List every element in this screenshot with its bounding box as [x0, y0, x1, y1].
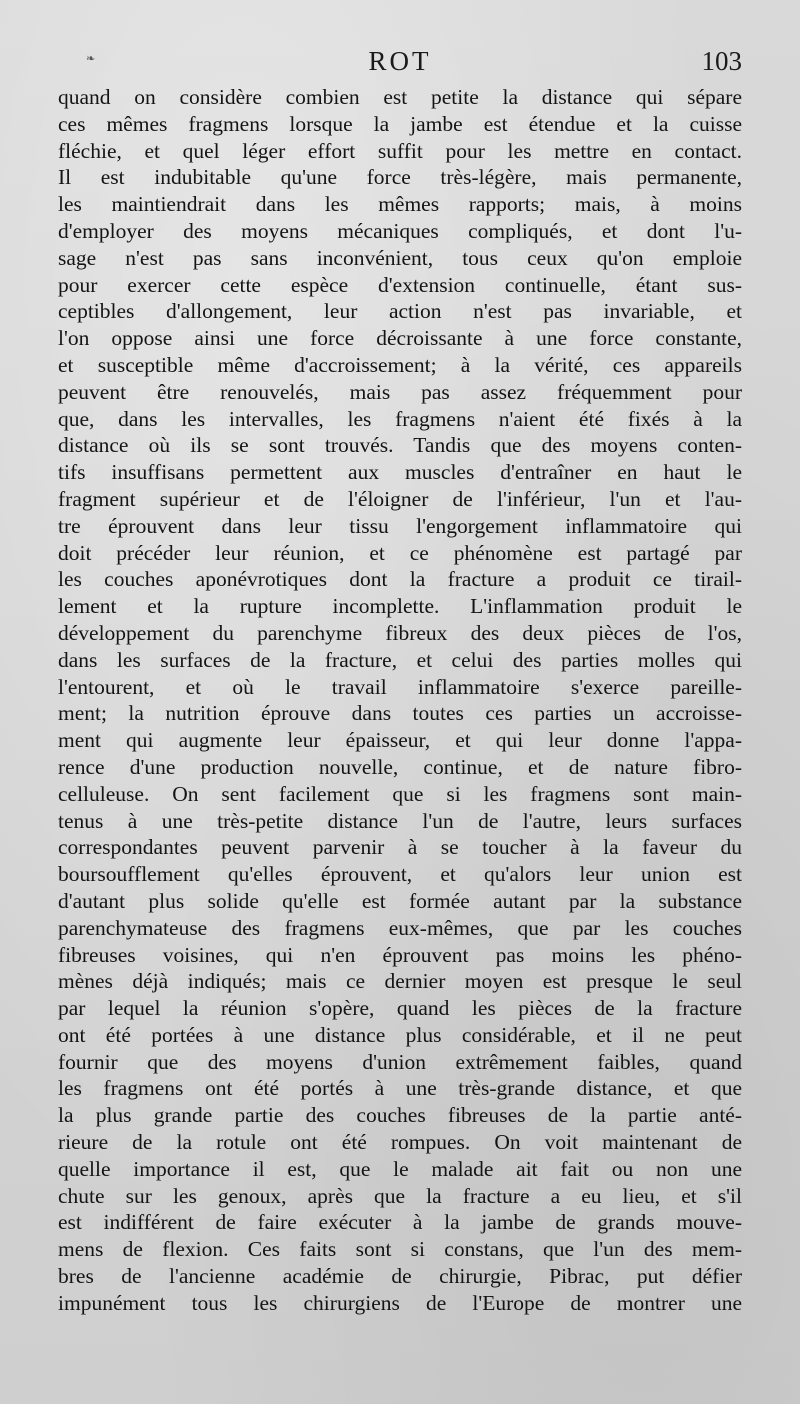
text-line: ces mêmes fragmens lorsque la jambe est étendue et la cuisse	[58, 111, 742, 136]
text-line: développement du parenchyme fibreux des deux pièces de l'os,	[58, 620, 742, 645]
text-line: les maintiendrait dans les mêmes rapports; mais, à moins	[58, 192, 742, 217]
running-head: ROT	[368, 46, 432, 76]
text-line: boursoufflement qu'elles éprouvent, et qu'alors leur union est	[58, 862, 742, 887]
text-line: quelle importance il est, que le malade ait fait ou non une	[58, 1156, 742, 1181]
text-line: peuvent être renouvelés, mais pas assez fréquemment pour	[58, 379, 742, 404]
text-line: distance où ils se sont trouvés. Tandis que des moyens conten-	[58, 433, 742, 458]
text-line: les couches aponévrotiques dont la fracture a produit ce tirail-	[58, 567, 742, 592]
text-line: parenchymateuse des fragmens eux-mêmes, que par les couches	[58, 915, 742, 940]
text-line: l'on oppose ainsi une force décroissante à une force constante,	[58, 326, 742, 351]
text-line: quand on considère combien est petite la distance qui sépare	[58, 85, 742, 109]
text-line: mènes déjà indiqués; mais ce dernier moyen est presque le seul	[58, 969, 742, 994]
text-line: dans les surfaces de la fracture, et celui des parties molles qui	[58, 647, 742, 672]
text-line: que, dans les intervalles, les fragmens n'aient été fixés à la	[58, 406, 742, 431]
text-line: celluleuse. On sent facilement que si les fragmens sont main-	[58, 781, 742, 806]
text-line: sage n'est pas sans inconvénient, tous ceux qu'on emploie	[58, 245, 742, 270]
text-line: les fragmens ont été portés à une très-grande distance, et que	[58, 1076, 742, 1101]
body-text	[58, 84, 742, 1317]
text-line: bres de l'ancienne académie de chirurgie, Pibrac, put défier	[58, 1264, 742, 1289]
text-line: mens de flexion. Ces faits sont si constans, que l'un des mem-	[58, 1237, 742, 1262]
text-line: fléchie, et quel léger effort suffit pour les mettre en contact.	[58, 138, 742, 163]
text-line: fibreuses voisines, qui n'en éprouvent pas moins les phéno-	[58, 942, 742, 967]
text-line: est indifférent de faire exécuter à la jambe de grands mouve-	[58, 1210, 742, 1235]
ornament-mark: ❧	[86, 52, 96, 65]
text-line: lement et la rupture incomplette. L'inflammation produit le	[58, 594, 742, 619]
text-line: fournir que des moyens d'union extrêmement faibles, quand	[58, 1049, 742, 1074]
text-line: fragment supérieur et de l'éloigner de l'inférieur, l'un et l'au-	[58, 486, 742, 511]
page-header	[58, 46, 742, 82]
text-line: d'employer des moyens mécaniques compliqués, et dont l'u-	[58, 218, 742, 243]
page-number: 103	[701, 46, 742, 76]
text-line: et susceptible même d'accroissement; à la vérité, ces appareils	[58, 352, 742, 377]
text-line: pour exercer cette espèce d'extension continuelle, étant sus-	[58, 272, 742, 297]
text-line: d'autant plus solide qu'elle est formée autant par la substance	[58, 888, 742, 913]
text-line: ont été portées à une distance plus considérable, et il ne peut	[58, 1022, 742, 1047]
text-line: par lequel la réunion s'opère, quand les pièces de la fracture	[58, 996, 742, 1021]
text-line: rieure de la rotule ont été rompues. On voit maintenant de	[58, 1130, 742, 1155]
text-line: tre éprouvent dans leur tissu l'engorgement inflammatoire qui	[58, 513, 742, 538]
text-line: correspondantes peuvent parvenir à se toucher à la faveur du	[58, 835, 742, 860]
text-line: ceptibles d'allongement, leur action n'est pas invariable, et	[58, 299, 742, 324]
text-line: rence d'une production nouvelle, continue, et de nature fibro-	[58, 754, 742, 779]
text-line: Il est indubitable qu'une force très-légère, mais permanente,	[58, 165, 742, 190]
text-line: ment qui augmente leur épaisseur, et qui leur donne l'appa-	[58, 728, 742, 753]
text-line: tifs insuffisans permettent aux muscles d'entraîner en haut le	[58, 460, 742, 485]
text-line: la plus grande partie des couches fibreuses de la partie anté-	[58, 1103, 742, 1128]
text-line: doit précéder leur réunion, et ce phénomène est partagé par	[58, 540, 742, 565]
text-line: ment; la nutrition éprouve dans toutes ces parties un accroisse-	[58, 701, 742, 726]
text-line: chute sur les genoux, après que la fracture a eu lieu, et s'il	[58, 1183, 742, 1208]
text-line: tenus à une très-petite distance l'un de l'autre, leurs surfaces	[58, 808, 742, 833]
text-line: impunément tous les chirurgiens de l'Europe de montrer une	[58, 1290, 742, 1315]
text-line: l'entourent, et où le travail inflammatoire s'exerce pareille-	[58, 674, 742, 699]
